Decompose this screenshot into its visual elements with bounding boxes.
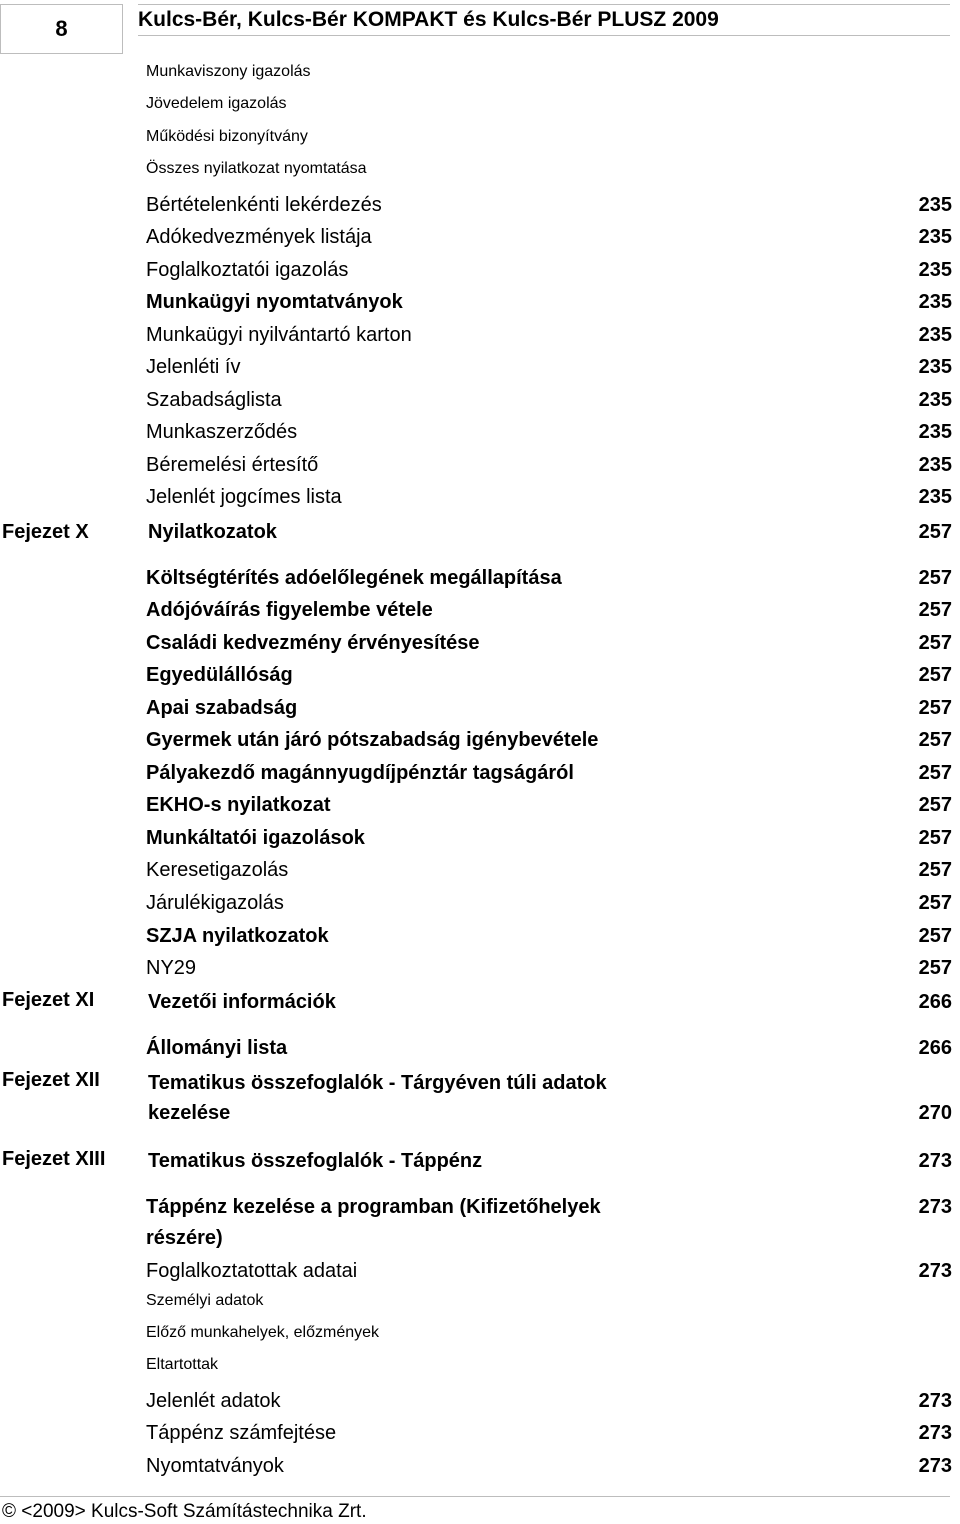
toc-entry-title: SZJA nyilatkozatok bbox=[146, 925, 329, 947]
toc-entry-page: 235 bbox=[918, 486, 952, 508]
toc-entry-title: Összes nyilatkozat nyomtatása bbox=[146, 160, 367, 177]
toc-entry[interactable] bbox=[0, 628, 960, 658]
toc-entry-title: Szabadságlista bbox=[146, 389, 282, 411]
toc-entry-title: Munkaügyi nyilvántartó karton bbox=[146, 324, 412, 346]
toc-entry[interactable] bbox=[0, 953, 960, 983]
toc-chapter[interactable] bbox=[0, 1068, 960, 1098]
toc-entry[interactable] bbox=[0, 660, 960, 690]
toc-entry[interactable] bbox=[0, 1286, 960, 1316]
toc-entry[interactable] bbox=[0, 1098, 960, 1128]
chapter-label: Fejezet XI bbox=[2, 989, 95, 1011]
toc-entry[interactable] bbox=[0, 255, 960, 285]
toc-entry[interactable] bbox=[0, 287, 960, 317]
toc-entry-page: 257 bbox=[918, 925, 952, 947]
toc-entry-title: Munkaügyi nyomtatványok bbox=[146, 291, 403, 313]
toc-chapter[interactable] bbox=[0, 517, 960, 547]
toc-entry-page: 257 bbox=[918, 697, 952, 719]
footer-copyright bbox=[2, 1500, 367, 1524]
toc-entry-title: Bértételenkénti lekérdezés bbox=[146, 194, 382, 216]
toc-entry[interactable] bbox=[0, 1223, 960, 1253]
chapter-label: Fejezet X bbox=[2, 521, 89, 543]
toc-entry-page: 257 bbox=[918, 664, 952, 686]
toc-entry-title: Jövedelem igazolás bbox=[146, 95, 287, 112]
toc-chapter[interactable] bbox=[0, 987, 960, 1017]
toc-entry[interactable] bbox=[0, 758, 960, 788]
toc-entry[interactable] bbox=[0, 888, 960, 918]
toc-entry-title: Személyi adatok bbox=[146, 1292, 264, 1309]
toc-entry-page: 235 bbox=[918, 356, 952, 378]
toc-entry-title: Béremelési értesítő bbox=[146, 454, 319, 476]
toc-entry-title: Előző munkahelyek, előzmények bbox=[146, 1324, 380, 1341]
toc-entry-title: Tematikus összefoglalók - Tárgyéven túli adatok bbox=[148, 1072, 607, 1094]
toc-entry[interactable] bbox=[0, 385, 960, 415]
toc-entry-page: 257 bbox=[918, 794, 952, 816]
toc-entry-page: 266 bbox=[918, 991, 952, 1013]
toc-entry[interactable] bbox=[0, 417, 960, 447]
toc-entry-page: 257 bbox=[918, 567, 952, 589]
toc-entry-page: 235 bbox=[918, 259, 952, 281]
toc-entry-page: 257 bbox=[918, 827, 952, 849]
toc-entry[interactable] bbox=[0, 1192, 960, 1222]
toc-chapter[interactable] bbox=[0, 1146, 960, 1176]
toc-entry-title: Adókedvezmények listája bbox=[146, 226, 372, 248]
toc-entry-page: 235 bbox=[918, 421, 952, 443]
toc-entry-page: 235 bbox=[918, 291, 952, 313]
toc-entry-title: Gyermek után járó pótszabadság igénybevétele bbox=[146, 729, 599, 751]
copyright-icon: © bbox=[2, 1501, 16, 1522]
toc-entry-title: kezelése bbox=[148, 1102, 231, 1124]
toc-entry-title: Munkaviszony igazolás bbox=[146, 63, 311, 80]
toc-entry[interactable] bbox=[0, 563, 960, 593]
toc-entry-page: 257 bbox=[918, 521, 952, 543]
toc-entry-page: 270 bbox=[918, 1102, 952, 1124]
toc-entry-title: Vezetői információk bbox=[148, 991, 336, 1013]
toc-entry-title: Pályakezdő magánnyugdíjpénztár tagságáról bbox=[146, 762, 574, 784]
toc-entry-title: Foglalkoztatottak adatai bbox=[146, 1260, 358, 1282]
toc-entry[interactable] bbox=[0, 790, 960, 820]
toc-entry[interactable] bbox=[0, 222, 960, 252]
toc-entry-page: 266 bbox=[918, 1037, 952, 1059]
toc-entry[interactable] bbox=[0, 1033, 960, 1063]
toc-entry-title: NY29 bbox=[146, 957, 197, 979]
toc-entry-page: 235 bbox=[918, 454, 952, 476]
toc-entry-title: Költségtérítés adóelőlegének megállapítása bbox=[146, 567, 562, 589]
toc-entry-page: 235 bbox=[918, 324, 952, 346]
toc-entry[interactable] bbox=[0, 122, 960, 152]
toc-entry[interactable] bbox=[0, 190, 960, 220]
toc-entry[interactable] bbox=[0, 595, 960, 625]
footer-copyright-text: <2009> Kulcs-Soft Számítástechnika Zrt. bbox=[21, 1501, 367, 1522]
toc-entry[interactable] bbox=[0, 693, 960, 723]
chapter-label: Fejezet XIII bbox=[2, 1148, 106, 1170]
toc-entry[interactable] bbox=[0, 1256, 960, 1286]
toc-entry[interactable] bbox=[0, 57, 960, 87]
toc-entry[interactable] bbox=[0, 320, 960, 350]
toc-entry-page: 235 bbox=[918, 389, 952, 411]
toc-entry-title: Állományi lista bbox=[146, 1037, 288, 1059]
toc-entry-title: Táppénz kezelése a programban (Kifizetőhelyek bbox=[146, 1196, 601, 1218]
toc-entry-page: 273 bbox=[918, 1422, 952, 1444]
document-title: Kulcs-Bér, Kulcs-Bér KOMPAKT és Kulcs-Bér PLUSZ 2009 bbox=[138, 4, 950, 36]
toc-entry-title: Foglalkoztatói igazolás bbox=[146, 259, 349, 281]
toc-entry[interactable] bbox=[0, 1386, 960, 1416]
toc-entry-title: Táppénz számfejtése bbox=[146, 1422, 337, 1444]
toc-entry-title: Apai szabadság bbox=[146, 697, 298, 719]
toc-entry-title: Működési bizonyítvány bbox=[146, 128, 308, 145]
toc-entry-page: 235 bbox=[918, 226, 952, 248]
toc-entry-title: Tematikus összefoglalók - Táppénz bbox=[148, 1150, 483, 1172]
toc-entry-page: 235 bbox=[918, 194, 952, 216]
toc-entry-page: 273 bbox=[918, 1150, 952, 1172]
toc-entry[interactable] bbox=[0, 1318, 960, 1348]
toc-entry-title: Nyomtatványok bbox=[146, 1455, 284, 1477]
toc-entry-title: Eltartottak bbox=[146, 1356, 219, 1373]
toc-entry-page: 273 bbox=[918, 1455, 952, 1477]
toc-entry-title: EKHO-s nyilatkozat bbox=[146, 794, 331, 816]
toc-entry-title: Adójóváírás figyelembe vétele bbox=[146, 599, 433, 621]
toc-entry[interactable] bbox=[0, 725, 960, 755]
toc-entry-title: Járulékigazolás bbox=[146, 892, 284, 914]
toc-entry[interactable] bbox=[0, 154, 960, 184]
toc-entry-page: 257 bbox=[918, 957, 952, 979]
toc-entry[interactable] bbox=[0, 1350, 960, 1380]
toc-entry-title: Jelenléti ív bbox=[146, 356, 241, 378]
toc-entry-page: 257 bbox=[918, 762, 952, 784]
toc-entry[interactable] bbox=[0, 352, 960, 382]
toc-entry-title: Munkáltatói igazolások bbox=[146, 827, 365, 849]
chapter-label: Fejezet XII bbox=[2, 1069, 100, 1091]
footer-divider bbox=[0, 1496, 950, 1497]
toc-entry[interactable] bbox=[0, 482, 960, 512]
toc-entry-title: Jelenlét jogcímes lista bbox=[146, 486, 342, 508]
toc-entry[interactable] bbox=[0, 1418, 960, 1448]
toc-entry[interactable] bbox=[0, 921, 960, 951]
toc-entry-page: 257 bbox=[918, 729, 952, 751]
toc-entry-title: Keresetigazolás bbox=[146, 859, 289, 881]
toc-entry-title: Nyilatkozatok bbox=[148, 521, 277, 543]
toc-entry[interactable] bbox=[0, 450, 960, 480]
toc-entry-title: részére) bbox=[146, 1227, 223, 1249]
toc-entry-page: 257 bbox=[918, 599, 952, 621]
toc-entry-page: 257 bbox=[918, 632, 952, 654]
toc-entry-title: Családi kedvezmény érvényesítése bbox=[146, 632, 480, 654]
toc-entry[interactable] bbox=[0, 89, 960, 119]
toc-entry-page: 273 bbox=[918, 1390, 952, 1412]
toc-entry-page: 273 bbox=[918, 1260, 952, 1282]
toc-entry-page: 257 bbox=[918, 859, 952, 881]
toc-entry-page: 257 bbox=[918, 892, 952, 914]
toc-entry[interactable] bbox=[0, 1451, 960, 1481]
toc-entry-page: 273 bbox=[918, 1196, 952, 1218]
toc-entry-title: Egyedülállóság bbox=[146, 664, 293, 686]
toc-entry-title: Jelenlét adatok bbox=[146, 1390, 281, 1412]
toc-entry[interactable] bbox=[0, 855, 960, 885]
page-number: 8 bbox=[0, 4, 123, 54]
toc-entry-title: Munkaszerződés bbox=[146, 421, 298, 443]
toc-entry[interactable] bbox=[0, 823, 960, 853]
